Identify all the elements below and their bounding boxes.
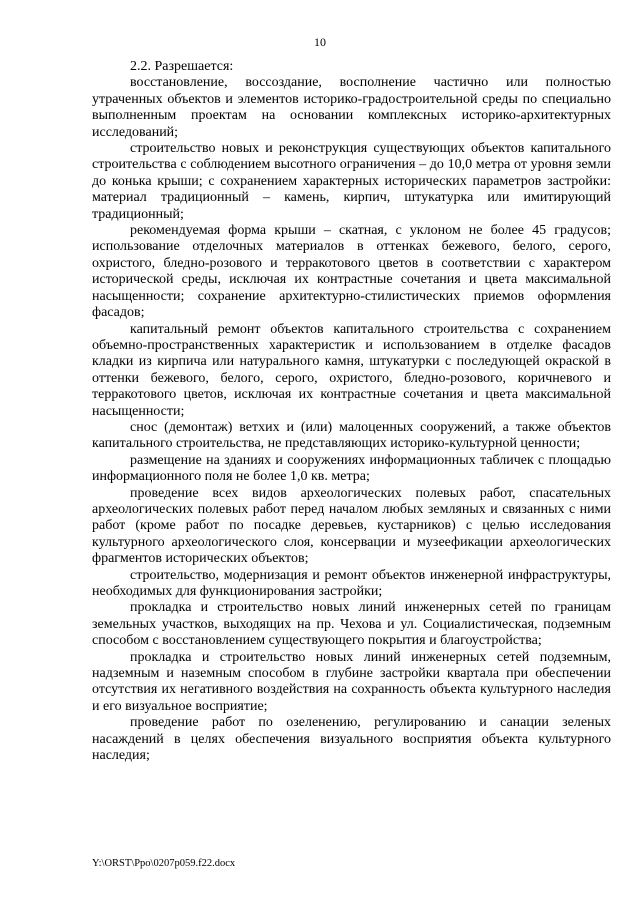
section-heading: 2.2. Разрешается:: [130, 59, 234, 74]
page-number: 10: [314, 35, 326, 49]
paragraph-capital-repair: капитальный ремонт объектов капитального строительства с сохранением объемно-пространственных характеристик и использованием в отделке фасадов кладки из кирпича или натурального камня, штукатурки с последующей окраской в оттенки бежевого, белого, серого, охристого, бледно-розового, коричневого и терракотового цветов, исключая их контрастные сочетания и цвета максимальной насыщенности;: [92, 321, 611, 419]
paragraph-infrastructure: строительство, модернизация и ремонт объектов инженерной инфраструктуры, необходимых для функционирования застройки;: [92, 567, 611, 599]
paragraph-roof-form: рекомендуемая форма крыши – скатная, с уклоном не более 45 градусов; использование отделочных материалов в оттенках бежевого, белого, серого, охристого, бледно-розового и терракотового цветов в соответствии с характером исторической среды, исключая их контрастные сочетания и цвета максимальной насыщенности; сохранение архитектурно-стилистических приемов оформления фасадов;: [92, 223, 611, 321]
paragraph-demolition: снос (демонтаж) ветхих и (или) малоценных сооружений, а также объектов капитального строительства, не представляющих историко-культурной ценности;: [92, 419, 611, 452]
paragraph-construction: строительство новых и реконструкция существующих объектов капитального строительства с соблюдением высотного ограничения – до 10,0 метра от уровня земли до конька крыши; с сохранением характерных исторических параметров застройки: материал традиционный – камень, кирпич, штукатурка или имитирующий традиционный;: [92, 141, 611, 222]
paragraph-archaeology: проведение всех видов археологических полевых работ, спасательных археологических полевых работ перед началом любых земляных и связанных с ними работ (кроме работ по посадке деревьев, кустарников) с целью исследования культурного археологического слоя, консервации и музеефикации археологических фрагментов исторических объектов;: [92, 485, 611, 567]
paragraph-restoration: восстановление, воссоздание, восполнение частично или полностью утраченных объектов и элементов историко-градостроительной среды по специально выполненным проектам на основании комплексных историко-архитектурных исследований;: [92, 75, 611, 140]
footer-file-path: Y:\ORST\Ppo\0207p059.f22.docx: [92, 858, 236, 869]
paragraph-landscaping: проведение работ по озеленению, регулированию и санации зеленых насаждений в целях обеспечения визуального восприятия объекта культурного наследия;: [92, 715, 611, 764]
paragraph-networks-boundaries: прокладка и строительство новых линий инженерных сетей по границам земельных участков, выходящих на пр. Чехова и ул. Социалистическая, подземным способом с восстановлением существующего покрытия и благоустройства;: [92, 600, 611, 649]
paragraph-networks-depth: прокладка и строительство новых линий инженерных сетей подземным, надземным и наземным способом в глубине застройки квартала при обеспечении отсутствия их негативного воздействия на сохранность объекта культурного наследия и его визуальное восприятие;: [92, 649, 611, 714]
paragraph-info-plates: размещение на зданиях и сооружениях информационных табличек с площадью информационного поля не более 1,0 кв. метра;: [92, 452, 611, 485]
document-body: [92, 59, 611, 764]
